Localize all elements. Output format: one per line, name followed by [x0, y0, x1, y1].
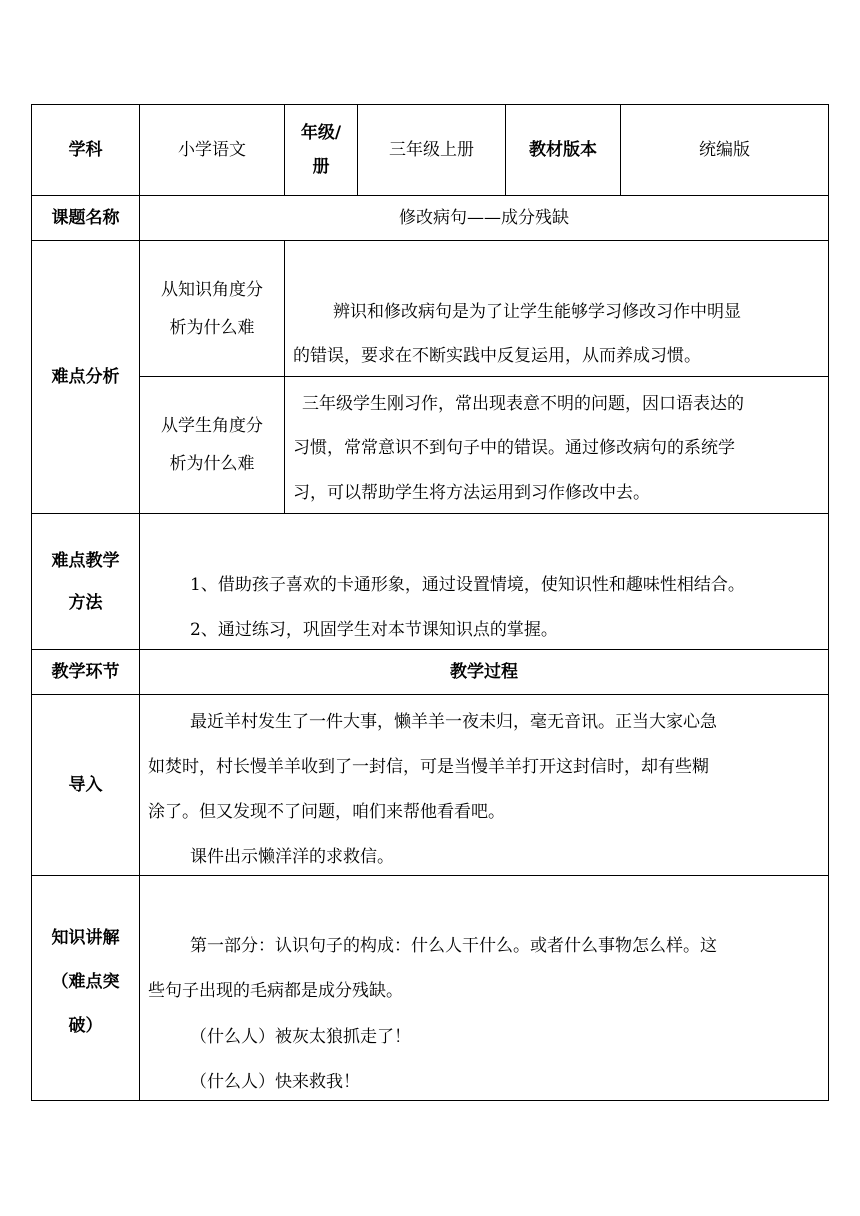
intro-line-1: 最近羊村发生了一件大事，懒羊羊一夜未归，毫无音讯。正当大家心急 [190, 712, 717, 732]
subject-label: 学科 [68, 140, 103, 160]
knowledge-line-1: 第一部分：认识句子的构成：什么人干什么。或者什么事物怎么样。这 [190, 936, 717, 956]
student-analysis-line-1: 三年级学生刚习作，常出现表意不明的问题，因口语表达的 [302, 394, 744, 414]
student-analysis-line-3: 习，可以帮助学生将方法运用到习作修改中去。 [293, 483, 650, 503]
knowledge-line-2: 些句子出现的毛病都是成分残缺。 [148, 981, 403, 1001]
grade-label-line-1: 年级/ [300, 123, 342, 143]
topic-value: 修改病句——成分残缺 [399, 208, 569, 228]
grade-label-line-2: 册 [312, 157, 330, 177]
knowledge-label-line-2: （难点突 [51, 972, 120, 992]
knowledge-label-line-1: 知识讲解 [51, 928, 120, 948]
student-angle-label [140, 377, 284, 513]
row-divider [31, 694, 829, 695]
stage-header: 教学环节 [51, 662, 120, 682]
method-label [32, 514, 139, 649]
intro-line-2: 如焚时，村长慢羊羊收到了一封信，可是当慢羊羊打开这封信时，却有些糊 [148, 757, 709, 777]
knowledge-label-line-3: 破） [68, 1016, 103, 1036]
knowledge-angle-label-line-1: 从知识角度分 [161, 279, 263, 300]
knowledge-analysis-line-1: 辨识和修改病句是为了让学生能够学习修改习作中明显 [333, 302, 741, 322]
method-item-2: 2、通过练习，巩固学生对本节课知识点的掌握。 [190, 620, 558, 640]
column-divider [284, 240, 285, 514]
grade-label [285, 105, 357, 195]
knowledge-line-3: （什么人）被灰太狼抓走了！ [190, 1027, 411, 1047]
table-border-bottom [31, 1100, 829, 1101]
student-angle-label-line-2: 析为什么难 [169, 454, 255, 474]
difficulty-label: 难点分析 [51, 367, 120, 387]
edition-label: 教材版本 [529, 140, 597, 160]
knowledge-line-4: （什么人）快来救我！ [190, 1072, 360, 1092]
process-header: 教学过程 [450, 662, 518, 682]
method-label-line-1: 难点教学 [51, 550, 120, 571]
student-analysis-line-2: 习惯，常常意识不到句子中的错误。通过修改病句的系统学 [293, 438, 735, 458]
knowledge-angle-label-line-2: 析为什么难 [169, 317, 255, 338]
method-item-1: 1、借助孩子喜欢的卡通形象，通过设置情境，使知识性和趣味性相结合。 [190, 575, 745, 595]
intro-line-3: 涂了。但又发现不了问题，咱们来帮他看看吧。 [148, 802, 505, 822]
intro-label: 导入 [68, 775, 103, 795]
grade-value: 三年级上册 [389, 140, 474, 160]
knowledge-label [32, 916, 139, 1056]
knowledge-angle-label [140, 241, 284, 376]
method-label-line-2: 方法 [68, 592, 103, 613]
student-angle-label-line-1: 从学生角度分 [161, 416, 263, 436]
row-divider [31, 875, 829, 876]
table-border-right [828, 104, 829, 1101]
edition-value: 统编版 [699, 140, 750, 160]
row-divider [31, 513, 829, 514]
subject-value: 小学语文 [178, 140, 246, 160]
topic-label: 课题名称 [51, 208, 120, 228]
knowledge-analysis-line-2: 的错误，要求在不断实践中反复运用，从而养成习惯。 [293, 346, 701, 366]
intro-line-4: 课件出示懒洋洋的求救信。 [190, 847, 394, 867]
